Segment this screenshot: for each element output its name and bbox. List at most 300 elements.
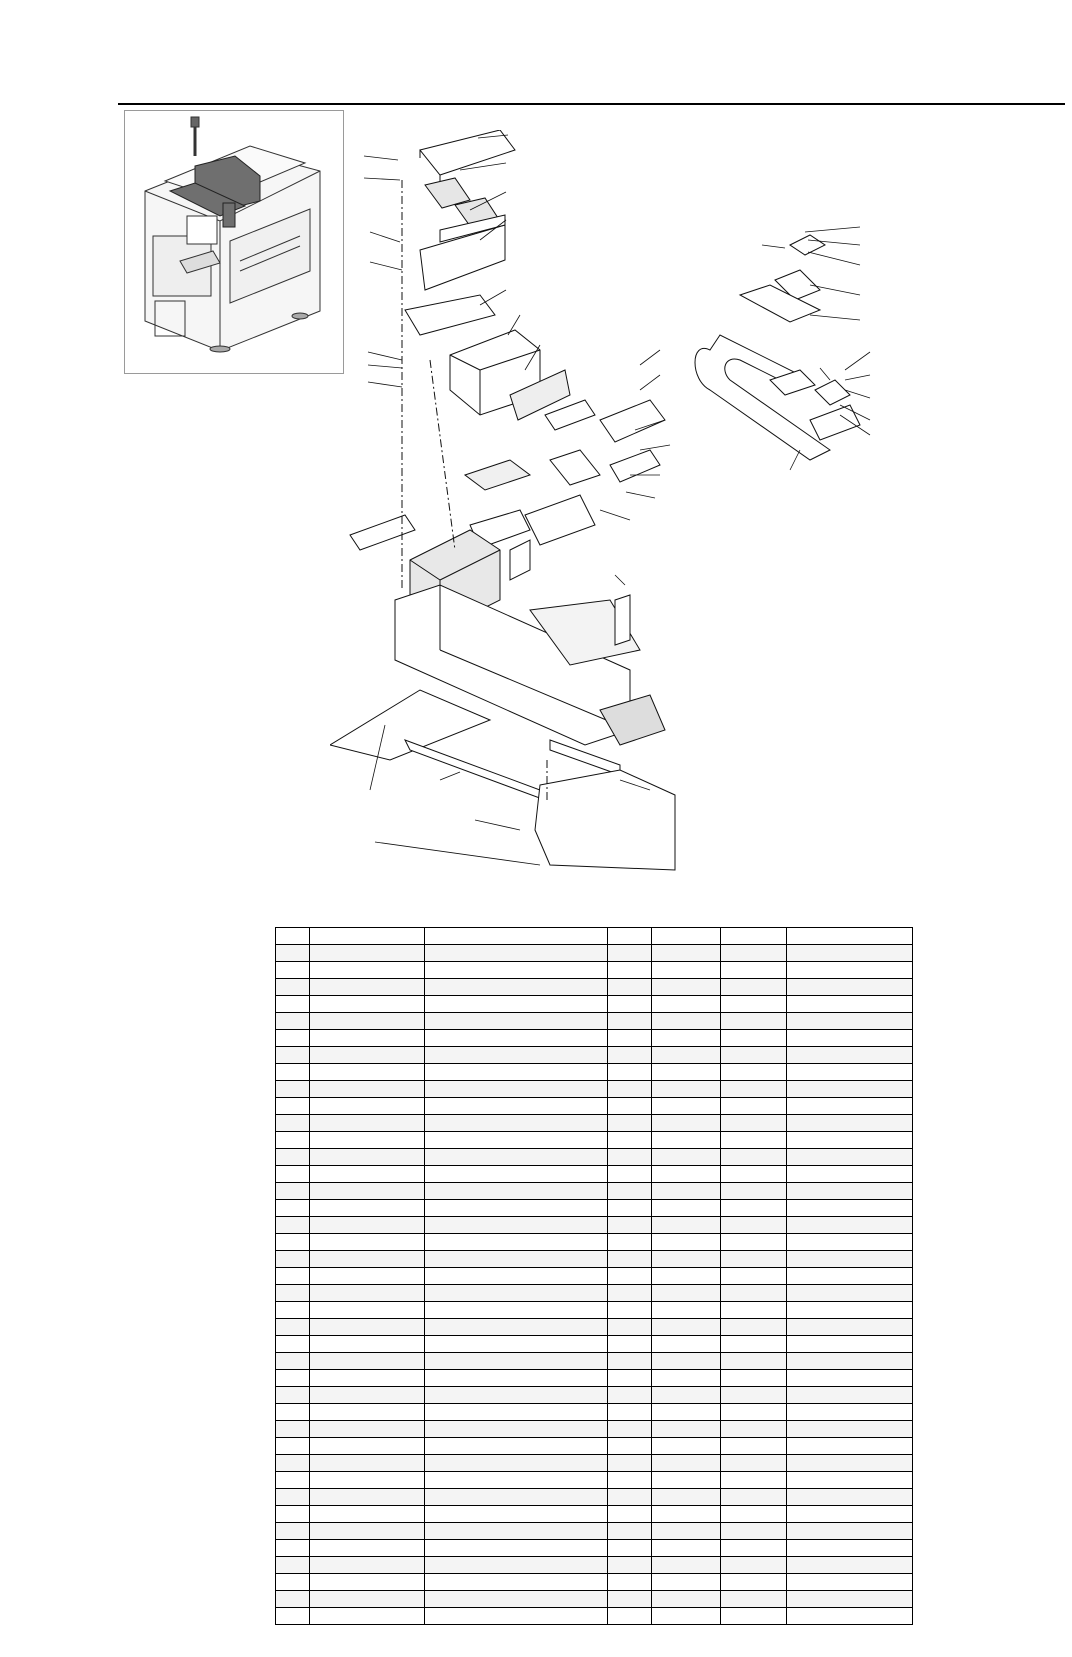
parts-table-cell	[652, 1370, 721, 1387]
parts-table-cell	[608, 1523, 652, 1540]
parts-table-cell	[787, 1472, 913, 1489]
parts-table-cell	[424, 1251, 607, 1268]
parts-table-row	[276, 1319, 913, 1336]
parts-table-cell	[652, 996, 721, 1013]
parts-table-cell	[721, 1030, 787, 1047]
parts-table-cell	[309, 1421, 424, 1438]
parts-table-cell	[424, 1387, 607, 1404]
parts-table-cell	[608, 1506, 652, 1523]
parts-table-cell	[276, 1115, 310, 1132]
parts-table-cell	[309, 1404, 424, 1421]
parts-table-cell	[721, 1472, 787, 1489]
parts-table-cell	[787, 1557, 913, 1574]
parts-table-cell	[276, 1404, 310, 1421]
parts-table-row	[276, 1387, 913, 1404]
parts-table-cell	[721, 1268, 787, 1285]
parts-table-row	[276, 1115, 913, 1132]
parts-table-cell	[721, 945, 787, 962]
parts-table-cell	[652, 1421, 721, 1438]
parts-table-cell	[652, 1353, 721, 1370]
parts-table-cell	[652, 1455, 721, 1472]
parts-table-cell	[787, 1455, 913, 1472]
parts-table-row	[276, 1421, 913, 1438]
parts-table-cell	[787, 1353, 913, 1370]
parts-table-cell	[309, 1608, 424, 1625]
parts-table-cell	[276, 1472, 310, 1489]
parts-table-cell	[721, 1013, 787, 1030]
parts-table-cell	[787, 1200, 913, 1217]
parts-table-cell	[721, 1455, 787, 1472]
parts-table-cell	[787, 1285, 913, 1302]
parts-table-row	[276, 1234, 913, 1251]
parts-table-cell	[652, 928, 721, 945]
parts-table-cell	[787, 1574, 913, 1591]
parts-table-row	[276, 1030, 913, 1047]
parts-table-cell	[276, 1098, 310, 1115]
parts-table-cell	[721, 1387, 787, 1404]
parts-table-cell	[608, 1438, 652, 1455]
parts-table-cell	[309, 1523, 424, 1540]
parts-table-row	[276, 1047, 913, 1064]
parts-table-cell	[608, 1540, 652, 1557]
parts-table-cell	[787, 1081, 913, 1098]
parts-table-row	[276, 1557, 913, 1574]
parts-table-cell	[309, 1353, 424, 1370]
parts-table-cell	[424, 1115, 607, 1132]
parts-table-row	[276, 1404, 913, 1421]
parts-table-cell	[608, 1251, 652, 1268]
parts-table-cell	[309, 1336, 424, 1353]
parts-table-cell	[608, 1081, 652, 1098]
parts-table-cell	[309, 962, 424, 979]
parts-table-cell	[652, 1166, 721, 1183]
parts-table-cell	[608, 1115, 652, 1132]
parts-table-header-row	[276, 928, 913, 945]
parts-table-cell	[276, 1285, 310, 1302]
parts-table-cell	[721, 1047, 787, 1064]
parts-table-cell	[309, 1489, 424, 1506]
parts-table-cell	[608, 1489, 652, 1506]
parts-table-cell	[608, 1132, 652, 1149]
parts-table-cell	[787, 1302, 913, 1319]
parts-table-cell	[309, 1506, 424, 1523]
parts-table-cell	[721, 1540, 787, 1557]
parts-table-cell	[787, 1404, 913, 1421]
parts-table-cell	[424, 1489, 607, 1506]
parts-table-cell	[787, 1047, 913, 1064]
parts-table-cell	[721, 1251, 787, 1268]
parts-table-cell	[608, 1234, 652, 1251]
parts-table-cell	[424, 1268, 607, 1285]
parts-table-cell	[787, 1370, 913, 1387]
parts-table-cell	[424, 1404, 607, 1421]
parts-table-cell	[787, 1166, 913, 1183]
parts-table-cell	[608, 1608, 652, 1625]
parts-table-cell	[787, 1013, 913, 1030]
parts-table-cell	[652, 1217, 721, 1234]
parts-table-cell	[721, 1489, 787, 1506]
parts-table-cell	[276, 1166, 310, 1183]
parts-table-cell	[652, 1098, 721, 1115]
parts-table-cell	[276, 1013, 310, 1030]
parts-table-cell	[652, 1472, 721, 1489]
parts-table-row	[276, 1285, 913, 1302]
parts-table-cell	[608, 928, 652, 945]
parts-table-cell	[608, 1098, 652, 1115]
parts-table-cell	[721, 1149, 787, 1166]
parts-table-cell	[787, 962, 913, 979]
parts-table-cell	[424, 1200, 607, 1217]
parts-table-cell	[652, 962, 721, 979]
parts-table-cell	[309, 1217, 424, 1234]
parts-table-cell	[309, 1047, 424, 1064]
parts-table-cell	[424, 979, 607, 996]
parts-table-cell	[276, 1438, 310, 1455]
parts-table-cell	[276, 1523, 310, 1540]
parts-table-cell	[721, 1574, 787, 1591]
parts-table-cell	[309, 1574, 424, 1591]
parts-table-cell	[608, 945, 652, 962]
parts-table-row	[276, 1302, 913, 1319]
parts-table-cell	[721, 1336, 787, 1353]
parts-table-cell	[276, 928, 310, 945]
parts-table-cell	[721, 1132, 787, 1149]
parts-table-cell	[721, 1370, 787, 1387]
parts-table-cell	[608, 962, 652, 979]
parts-table-cell	[276, 1506, 310, 1523]
parts-table-cell	[424, 1166, 607, 1183]
parts-table-cell	[652, 1183, 721, 1200]
parts-table-cell	[276, 1421, 310, 1438]
parts-table-cell	[424, 1438, 607, 1455]
parts-table-cell	[608, 979, 652, 996]
parts-table-cell	[309, 1438, 424, 1455]
parts-table-cell	[424, 1285, 607, 1302]
parts-table-cell	[424, 1455, 607, 1472]
parts-table-cell	[608, 1591, 652, 1608]
parts-table-cell	[608, 1200, 652, 1217]
parts-table-cell	[608, 1149, 652, 1166]
parts-table-cell	[309, 1591, 424, 1608]
parts-table-cell	[276, 1132, 310, 1149]
parts-table-cell	[787, 1489, 913, 1506]
parts-table-cell	[276, 1302, 310, 1319]
parts-table-cell	[652, 1200, 721, 1217]
parts-list-table	[275, 927, 913, 1625]
parts-table-cell	[309, 1081, 424, 1098]
parts-table-cell	[424, 1098, 607, 1115]
parts-table-row	[276, 1455, 913, 1472]
parts-table-cell	[787, 1115, 913, 1132]
parts-table-cell	[787, 1251, 913, 1268]
parts-table-cell	[276, 1387, 310, 1404]
parts-table-cell	[721, 1285, 787, 1302]
parts-table-cell	[424, 1591, 607, 1608]
parts-table-cell	[652, 1081, 721, 1098]
parts-table-cell	[652, 1540, 721, 1557]
parts-table-cell	[424, 1183, 607, 1200]
parts-table-cell	[608, 1421, 652, 1438]
parts-table-cell	[424, 1421, 607, 1438]
parts-table-cell	[424, 1540, 607, 1557]
parts-table-row	[276, 1166, 913, 1183]
parts-table-cell	[787, 1064, 913, 1081]
parts-table-cell	[787, 1506, 913, 1523]
parts-table-cell	[608, 1302, 652, 1319]
parts-table-row	[276, 1353, 913, 1370]
parts-table-cell	[652, 1013, 721, 1030]
parts-table-cell	[309, 996, 424, 1013]
parts-table-cell	[276, 1217, 310, 1234]
parts-table-cell	[424, 1149, 607, 1166]
parts-table-cell	[652, 1336, 721, 1353]
parts-table-cell	[424, 945, 607, 962]
parts-table-cell	[608, 1387, 652, 1404]
parts-table-cell	[608, 1472, 652, 1489]
parts-table-cell	[721, 1506, 787, 1523]
parts-table-cell	[787, 1421, 913, 1438]
parts-table-cell	[721, 1166, 787, 1183]
parts-table-cell	[608, 1404, 652, 1421]
parts-table-cell	[276, 1030, 310, 1047]
parts-table-row	[276, 1268, 913, 1285]
parts-table-cell	[721, 928, 787, 945]
parts-table-cell	[309, 1064, 424, 1081]
parts-table-cell	[721, 1591, 787, 1608]
parts-table-cell	[787, 1336, 913, 1353]
parts-table-cell	[276, 1268, 310, 1285]
parts-table-row	[276, 1591, 913, 1608]
parts-table-cell	[787, 1438, 913, 1455]
parts-table-cell	[424, 1030, 607, 1047]
parts-table-cell	[652, 979, 721, 996]
parts-table-cell	[652, 1506, 721, 1523]
parts-table-cell	[652, 1574, 721, 1591]
parts-table-cell	[608, 1030, 652, 1047]
parts-table-cell	[424, 928, 607, 945]
parts-table-cell	[309, 1200, 424, 1217]
parts-table-cell	[652, 1030, 721, 1047]
parts-table-cell	[721, 1115, 787, 1132]
parts-table-cell	[608, 1574, 652, 1591]
parts-table-row	[276, 1523, 913, 1540]
parts-table-row	[276, 1081, 913, 1098]
parts-table-cell	[721, 1319, 787, 1336]
parts-table-cell	[787, 1387, 913, 1404]
parts-table-cell	[721, 996, 787, 1013]
parts-table-cell	[721, 1404, 787, 1421]
parts-table-cell	[608, 1285, 652, 1302]
parts-table-cell	[721, 1081, 787, 1098]
parts-table-cell	[309, 1013, 424, 1030]
parts-table-cell	[652, 1115, 721, 1132]
parts-table-cell	[424, 996, 607, 1013]
parts-table-cell	[309, 1132, 424, 1149]
parts-table-cell	[652, 1285, 721, 1302]
parts-table-cell	[721, 962, 787, 979]
parts-table-row	[276, 1098, 913, 1115]
parts-table-cell	[424, 1523, 607, 1540]
parts-table-cell	[276, 1200, 310, 1217]
parts-table-cell	[309, 1319, 424, 1336]
parts-table-cell	[276, 1608, 310, 1625]
parts-table-cell	[608, 1268, 652, 1285]
parts-table-cell	[276, 1081, 310, 1098]
parts-table-cell	[787, 1234, 913, 1251]
parts-table-cell	[424, 1506, 607, 1523]
parts-table-cell	[309, 1115, 424, 1132]
parts-table-cell	[721, 1421, 787, 1438]
parts-table-cell	[721, 1438, 787, 1455]
parts-table-cell	[608, 1166, 652, 1183]
parts-table-cell	[309, 1030, 424, 1047]
parts-table-cell	[652, 1268, 721, 1285]
parts-table-cell	[309, 1149, 424, 1166]
parts-table-cell	[276, 1591, 310, 1608]
parts-table-cell	[276, 1455, 310, 1472]
parts-table-cell	[652, 1047, 721, 1064]
parts-table-cell	[276, 1557, 310, 1574]
parts-table-cell	[309, 945, 424, 962]
parts-table-cell	[787, 1268, 913, 1285]
parts-table-cell	[309, 1098, 424, 1115]
parts-table-cell	[424, 1047, 607, 1064]
parts-table-cell	[652, 1319, 721, 1336]
exploded-parts-view	[330, 130, 920, 920]
machine-overview-illustration	[124, 110, 344, 374]
parts-table-cell	[787, 1608, 913, 1625]
parts-table-cell	[276, 996, 310, 1013]
parts-table-cell	[608, 1217, 652, 1234]
machine-overview-drawing	[125, 111, 343, 373]
parts-table-cell	[424, 962, 607, 979]
parts-table-cell	[652, 1489, 721, 1506]
parts-table-cell	[652, 1404, 721, 1421]
parts-table-cell	[424, 1370, 607, 1387]
parts-table-cell	[276, 945, 310, 962]
parts-table-cell	[721, 979, 787, 996]
parts-table-cell	[721, 1098, 787, 1115]
parts-table-cell	[276, 1319, 310, 1336]
parts-table-cell	[787, 928, 913, 945]
parts-table-row	[276, 1370, 913, 1387]
parts-table-cell	[608, 1370, 652, 1387]
parts-table-cell	[608, 1013, 652, 1030]
parts-table-cell	[309, 1387, 424, 1404]
parts-table-row	[276, 962, 913, 979]
parts-table-cell	[787, 1319, 913, 1336]
parts-table-row	[276, 1336, 913, 1353]
parts-table-cell	[276, 962, 310, 979]
parts-table-cell	[424, 1319, 607, 1336]
parts-table-cell	[652, 1591, 721, 1608]
parts-table-cell	[424, 1472, 607, 1489]
exploded-parts-drawing	[330, 130, 920, 920]
parts-table-row	[276, 945, 913, 962]
parts-table-cell	[608, 1455, 652, 1472]
parts-table-cell	[276, 1353, 310, 1370]
parts-table-cell	[652, 1234, 721, 1251]
parts-table-cell	[787, 1030, 913, 1047]
parts-table-row	[276, 1438, 913, 1455]
parts-table-cell	[276, 1047, 310, 1064]
parts-table-cell	[608, 1557, 652, 1574]
parts-table-cell	[309, 1455, 424, 1472]
parts-table-cell	[652, 945, 721, 962]
parts-table-cell	[424, 1557, 607, 1574]
parts-table-cell	[721, 1200, 787, 1217]
parts-table-cell	[721, 1234, 787, 1251]
parts-table-row	[276, 1132, 913, 1149]
parts-table-cell	[608, 1064, 652, 1081]
parts-table-cell	[309, 1302, 424, 1319]
parts-table-cell	[424, 1081, 607, 1098]
parts-table-cell	[309, 1540, 424, 1557]
parts-table-row	[276, 1574, 913, 1591]
parts-table-cell	[424, 1132, 607, 1149]
parts-table-cell	[652, 1523, 721, 1540]
parts-table-cell	[276, 979, 310, 996]
parts-table-row	[276, 1489, 913, 1506]
parts-table-cell	[309, 1234, 424, 1251]
parts-table-cell	[721, 1217, 787, 1234]
parts-table-cell	[652, 1251, 721, 1268]
parts-table-cell	[652, 1557, 721, 1574]
parts-table-cell	[424, 1336, 607, 1353]
parts-table-cell	[309, 1472, 424, 1489]
parts-table-cell	[424, 1353, 607, 1370]
parts-table-cell	[787, 1132, 913, 1149]
parts-table-cell	[721, 1523, 787, 1540]
parts-table-row	[276, 1013, 913, 1030]
parts-table-cell	[424, 1234, 607, 1251]
parts-table-cell	[608, 1047, 652, 1064]
parts-table-cell	[309, 1166, 424, 1183]
parts-table-cell	[721, 1183, 787, 1200]
parts-table-cell	[608, 1319, 652, 1336]
parts-table-row	[276, 996, 913, 1013]
parts-table-row	[276, 1608, 913, 1625]
parts-table-cell	[787, 996, 913, 1013]
parts-table-row	[276, 1251, 913, 1268]
parts-table-cell	[309, 1370, 424, 1387]
parts-table-cell	[276, 1574, 310, 1591]
parts-table-cell	[787, 1098, 913, 1115]
parts-table-cell	[608, 1183, 652, 1200]
parts-table-cell	[652, 1387, 721, 1404]
parts-table-cell	[787, 979, 913, 996]
parts-table-row	[276, 1217, 913, 1234]
parts-table-cell	[309, 1557, 424, 1574]
parts-table-cell	[721, 1557, 787, 1574]
parts-table-cell	[787, 945, 913, 962]
parts-table-row	[276, 979, 913, 996]
parts-table-row	[276, 1183, 913, 1200]
parts-table-row	[276, 1200, 913, 1217]
parts-table-cell	[309, 1268, 424, 1285]
parts-table-cell	[309, 1251, 424, 1268]
parts-table-cell	[276, 1489, 310, 1506]
parts-table-cell	[276, 1336, 310, 1353]
parts-table-cell	[309, 928, 424, 945]
parts-table-cell	[424, 1608, 607, 1625]
parts-table-cell	[276, 1064, 310, 1081]
parts-table-cell	[652, 1438, 721, 1455]
parts-table-cell	[424, 1064, 607, 1081]
parts-table-cell	[309, 1183, 424, 1200]
parts-table-cell	[424, 1302, 607, 1319]
parts-table-cell	[652, 1064, 721, 1081]
